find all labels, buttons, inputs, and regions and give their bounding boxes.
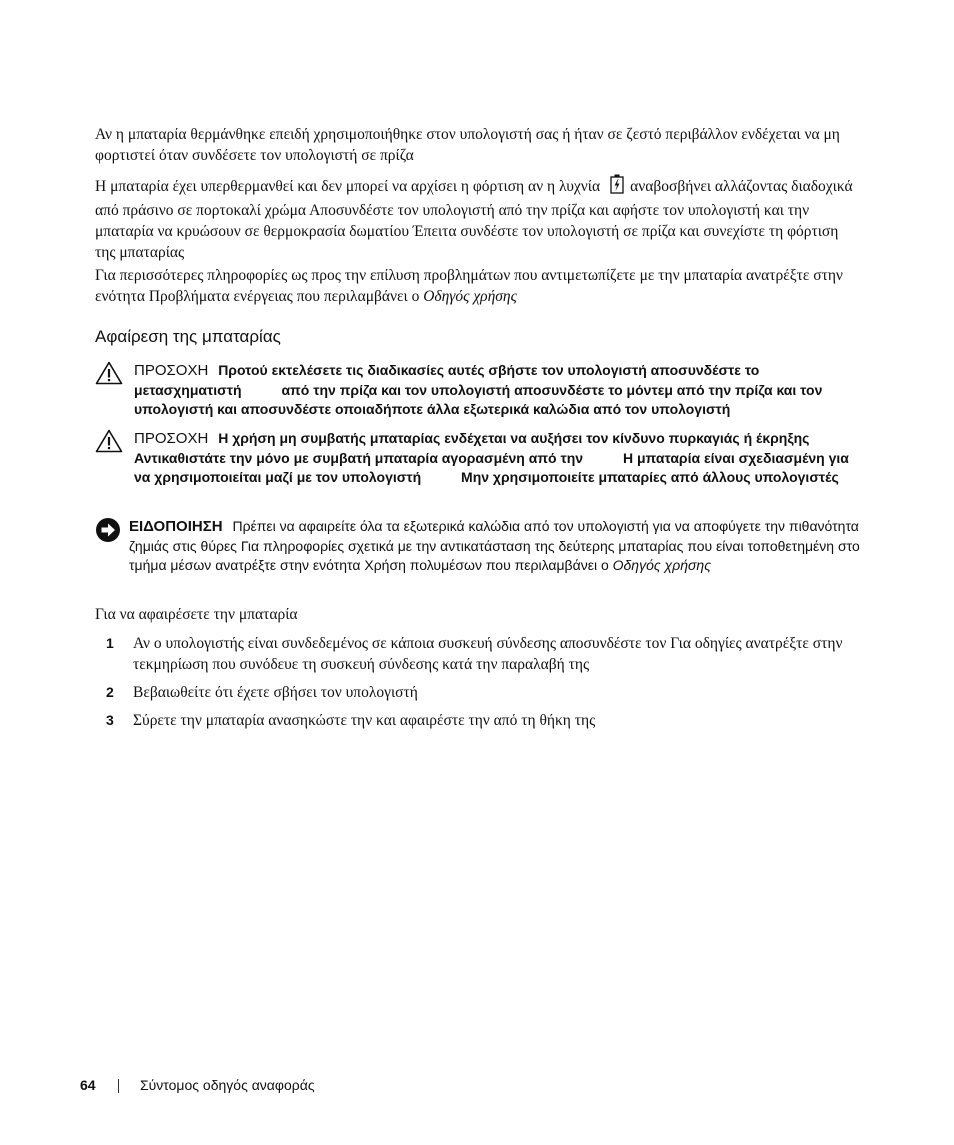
step-1	[106, 633, 856, 675]
page-footer	[80, 1077, 315, 1093]
caution-notice-2: ΠΡΟΣΟΧΗ Η χρήση μη συμβατής μπαταρίας ενδέχεται να αυξήσει τον κίνδυνο πυρκαγιάς ή έκρηξης Αντικαθιστάτε την μόνο με συμβατή μπαταρία αγορασμένη από την Η μπαταρία είναι σχεδιασμένη για να χρησιμοποιείται μαζί με τον υπολογιστή Μην χρησιμοποιείτε μπαταρίες από άλλους υπολογιστές	[95, 429, 860, 488]
step-3	[106, 710, 856, 731]
caution-label: ΠΡΟΣΟΧΗ	[134, 362, 209, 379]
footer-divider	[118, 1079, 119, 1093]
step-text: Βεβαιωθείτε ότι έχετε σβήσει τον υπολογιστή	[133, 684, 418, 701]
page-number: 64	[80, 1077, 96, 1093]
step-number: 3	[106, 712, 114, 728]
caution-notice-1: ΠΡΟΣΟΧΗ Προτού εκτελέσετε τις διαδικασίες αυτές σβήστε τον υπολογιστή αποσυνδέστε το μετασχηματιστή από την πρίζα και τον υπολογιστή αποσυνδέστε το μόντεμ από την πρίζα και τον υπολογιστή και αποσυνδέστε οποιαδήποτε άλλα εξωτερικά καλώδια από τον υπολογιστή	[95, 361, 860, 420]
step-2	[106, 682, 856, 703]
notice-block: ΕΙΔΟΠΟΙΗΣΗ Πρέπει να αφαιρείτε όλα τα εξωτερικά καλώδια από τον υπολογιστή για να αποφύγετε την πιθανότητα ζημιάς στις θύρες Για πληροφορίες σχετικά με την αντικατάσταση της δεύτερης μπαταρίας που είναι τοποθετημένη στο τμήμα μέσων ανατρέξτε στην ενότητα Χρήση πολυμέσων που περιλαμβάνει ο Οδηγός χρήσης	[95, 517, 860, 576]
step-number: 2	[106, 684, 114, 700]
section-heading: Αφαίρεση της μπαταρίας	[95, 327, 281, 346]
steps-intro: Για να αφαιρέσετε την μπαταρία	[95, 606, 298, 623]
step-text: Σύρετε την μπαταρία ανασηκώστε την και αφαιρέστε την από τη θήκη της	[133, 712, 596, 729]
warning-triangle-icon	[95, 429, 123, 459]
step-number: 1	[106, 635, 114, 651]
paragraph-battery-overheated: Η μπαταρία έχει υπερθερμανθεί και δεν μπορεί να αρχίσει η φόρτιση αν η λυχνία αναβοσβήνει αλλάζοντας διαδοχικά από πράσινο σε πορτοκαλί χρώμα Αποσυνδέστε τον υπολογιστή από την πρίζα και αφήστε τον υπολογιστή και την μπαταρία να κρυώσουν σε θερμοκρασία δωματίου Έπειτα συνδέστε τον υπολογιστή σε πρίζα και συνεχίστε τη φόρτιση της μπαταρίας	[95, 174, 857, 263]
paragraph-more-info: Για περισσότερες πληροφορίες ως προς την επίλυση προβλημάτων που αντιμετωπίζετε με την μπαταρία ανατρέξτε στην ενότητα Προβλήματα ενέργειας που περιλαμβάνει ο Οδηγός χρήσης	[95, 267, 843, 305]
footer-title: Σύντομος οδηγός αναφοράς	[140, 1077, 315, 1093]
warning-triangle-icon	[95, 361, 123, 391]
notice-arrow-icon	[95, 517, 121, 549]
caution-label: ΠΡΟΣΟΧΗ	[134, 430, 209, 447]
notice-label: ΕΙΔΟΠΟΙΗΣΗ	[129, 518, 223, 535]
paragraph-battery-heat: Αν η μπαταρία θερμάνθηκε επειδή χρησιμοποιήθηκε στον υπολογιστή σας ή ήταν σε ζεστό περιβάλλον ενδέχεται να μη φορτιστεί όταν συνδέσετε τον υπολογιστή σε πρίζα	[95, 126, 840, 164]
step-text: Αν ο υπολογιστής είναι συνδεδεμένος σε κάποια συσκευή σύνδεσης αποσυνδέστε τον Για οδηγίες ανατρέξτε στην τεκμηρίωση που συνόδευε τη συσκευή σύνδεσης κατά την παραλαβή της	[133, 635, 843, 673]
battery-charge-icon	[610, 174, 624, 200]
